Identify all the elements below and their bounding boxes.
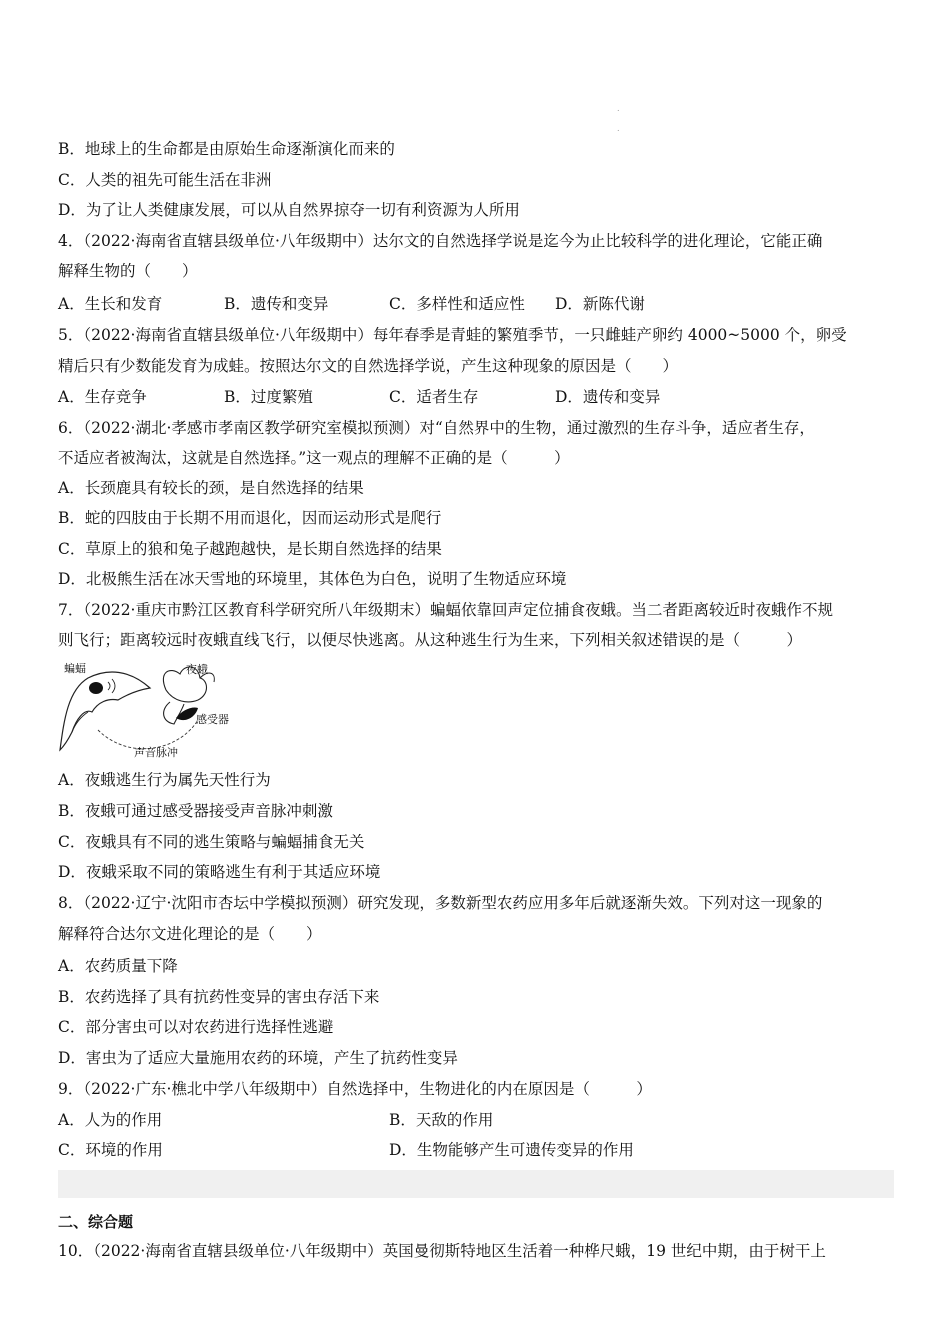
q9-option-c: C．环境的作用 bbox=[58, 1141, 163, 1159]
q6-option-b: B．蛇的四肢由于长期不用而退化，因而运动形式是爬行 bbox=[58, 509, 442, 527]
bat-wing-vein bbox=[72, 712, 88, 732]
q6-option-c: C．草原上的狼和兔子越跑越快，是长期自然选择的结果 bbox=[58, 540, 442, 558]
q8-option-c: C．部分害虫可以对农药进行选择性逃避 bbox=[58, 1018, 334, 1036]
label-sound-pulse: 声音脉冲 bbox=[134, 746, 178, 759]
sound-wave-icon bbox=[108, 682, 110, 690]
q4-option-d: D．新陈代谢 bbox=[555, 295, 645, 313]
q7-option-a: A．夜蛾逃生行为属先天性行为 bbox=[58, 771, 271, 789]
q3-option-d: D．为了让人类健康发展，可以从自然界掠夺一切有利资源为人所用 bbox=[58, 201, 520, 219]
q8-option-a: A．农药质量下降 bbox=[58, 957, 178, 975]
sound-wave-icon bbox=[112, 679, 115, 693]
q3-option-b: B．地球上的生命都是由原始生命逐渐演化而来的 bbox=[58, 140, 395, 158]
q4-stem-line1: 4．（2022·海南省直辖县级单位·八年级期中）达尔文的自然选择学说是迄今为止比较科学的进化理论，它能正确 bbox=[58, 232, 823, 250]
bat-body-icon bbox=[89, 682, 103, 694]
q9-option-d: D．生物能够产生可遗传变异的作用 bbox=[389, 1141, 634, 1159]
q3-option-c: C．人类的祖先可能生活在非洲 bbox=[58, 171, 272, 189]
q4-option-a: A．生长和发育 bbox=[58, 295, 163, 313]
scan-mark: . bbox=[617, 124, 620, 133]
q9-option-a: A．人为的作用 bbox=[58, 1111, 163, 1129]
scan-mark: . bbox=[617, 104, 620, 113]
q9-stem: 9．（2022·广东·樵北中学八年级期中）自然选择中，生物进化的内在原因是（ ） bbox=[58, 1080, 652, 1098]
q8-stem-line2: 解释符合达尔文进化理论的是（ ） bbox=[58, 925, 322, 943]
q5-stem-line2: 精后只有少数能发育为成蛙。按照达尔文的自然选择学说，产生这种现象的原因是（ ） bbox=[58, 357, 679, 375]
q10-stem-line1: 10．（2022·海南省直辖县级单位·八年级期中）英国曼彻斯特地区生活着一种桦尺蛾，19 世纪中期，由于树干上 bbox=[58, 1242, 826, 1260]
bat-moth-figure bbox=[58, 660, 238, 760]
q6-option-a: A．长颈鹿具有较长的颈，是自然选择的结果 bbox=[58, 479, 364, 497]
q7-stem-line1: 7．（2022·重庆市黔江区教育科学研究所八年级期末）蝙蝠依靠回声定位捕食夜蛾。当二者距离较近时夜蛾作不规 bbox=[58, 601, 833, 619]
q5-option-c: C．适者生存 bbox=[389, 388, 479, 406]
section-title: 二、综合题 bbox=[58, 1213, 134, 1231]
q8-option-b: B．农药选择了具有抗药性变异的害虫存活下来 bbox=[58, 988, 380, 1006]
q7-option-b: B．夜蛾可通过感受器接受声音脉冲刺激 bbox=[58, 802, 333, 820]
label-sensor: 感受器 bbox=[196, 713, 229, 726]
q4-stem-line2: 解释生物的（ ） bbox=[58, 262, 198, 280]
q4-option-c: C．多样性和适应性 bbox=[389, 295, 525, 313]
q4-option-b: B．遗传和变异 bbox=[224, 295, 329, 313]
bat-wing-shape bbox=[60, 672, 150, 750]
q5-option-d: D．遗传和变异 bbox=[555, 388, 661, 406]
q5-stem-line1: 5．（2022·海南省直辖县级单位·八年级期中）每年春季是青蛙的繁殖季节，一只雌蛙产卵约 4000~5000 个，卵受 bbox=[58, 326, 847, 344]
q5-option-a: A．生存竞争 bbox=[58, 388, 147, 406]
q5-option-b: B．过度繁殖 bbox=[224, 388, 313, 406]
pulse-arc bbox=[98, 720, 198, 749]
q6-option-d: D．北极熊生活在冰天雪地的环境里，其体色为白色，说明了生物适应环境 bbox=[58, 570, 567, 588]
label-bat: 蝙蝠 bbox=[64, 662, 86, 675]
q8-option-d: D．害虫为了适应大量施用农药的环境，产生了抗药性变异 bbox=[58, 1049, 458, 1067]
q9-option-b: B．天敌的作用 bbox=[389, 1111, 494, 1129]
q8-stem-line1: 8．（2022·辽宁·沈阳市杏坛中学模拟预测）研究发现，多数新型农药应用多年后就逐渐失效。下列对这一现象的 bbox=[58, 894, 823, 912]
section-divider-bar bbox=[58, 1170, 894, 1198]
q6-stem-line2: 不适应者被淘汰，这就是自然选择。”这一观点的理解不正确的是（ ） bbox=[58, 449, 570, 467]
q6-stem-line1: 6．（2022·湖北·孝感市孝南区教学研究室模拟预测）对“自然界中的生物，通过激烈的生存斗争，适应者生存， bbox=[58, 419, 815, 437]
q7-stem-line2: 则飞行；距离较远时夜蛾直线飞行，以便尽快逃离。从这种逃生行为生来，下列相关叙述错误的是（ ） bbox=[58, 631, 803, 649]
label-moth: 夜蛾 bbox=[186, 663, 208, 676]
q7-option-c: C．夜蛾具有不同的逃生策略与蝙蝠捕食无关 bbox=[58, 833, 365, 851]
q7-option-d: D．夜蛾采取不同的策略逃生有利于其适应环境 bbox=[58, 863, 381, 881]
